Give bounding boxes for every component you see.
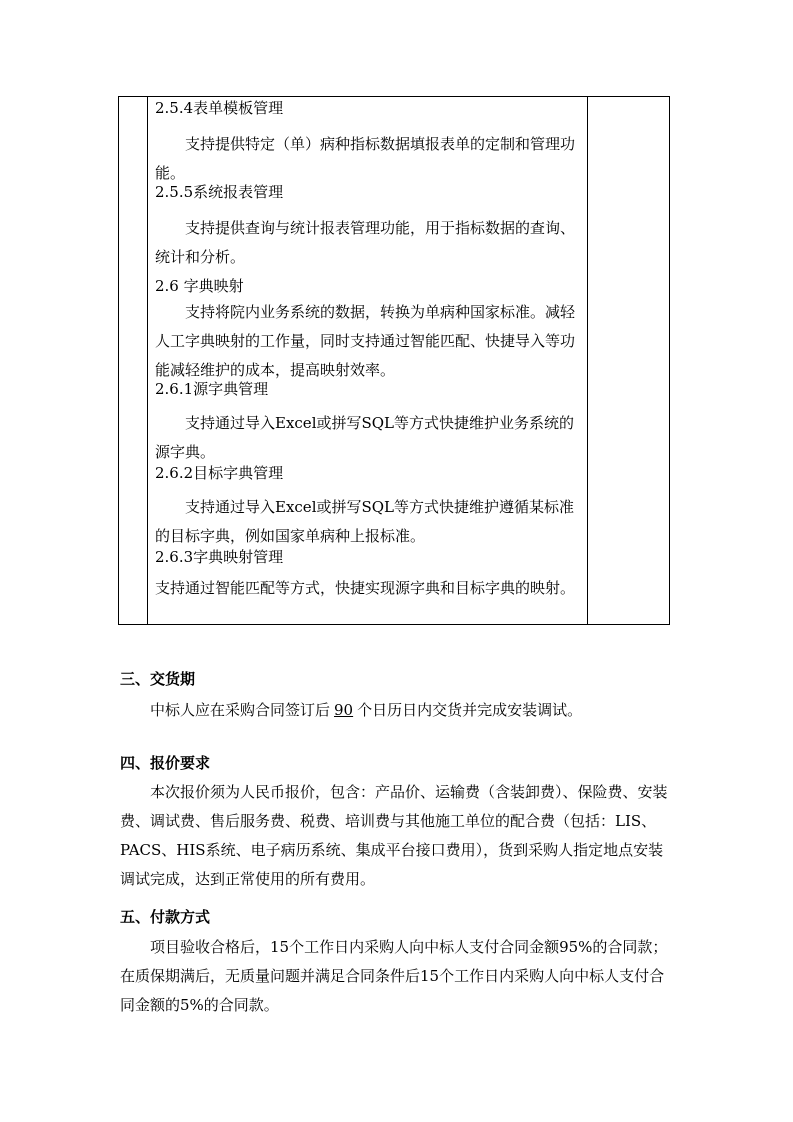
section-2-6-1-title: 2.6.1源字典管理 (155, 380, 269, 398)
section-2-6-2-text: 支持通过导入Excel或拼写SQL等方式快捷维护遵循某标准的目标字典，例如国家单病种上报标准。 (155, 498, 575, 545)
delivery-text (120, 696, 672, 725)
delivery-text-after: 个日历日内交货并完成安装调试。 (357, 701, 583, 719)
section-2-5-4-text: 支持提供特定（单）病种指标数据填报表单的定制和管理功能。 (155, 135, 576, 182)
payment-heading: 五、付款方式 (120, 908, 211, 926)
table-column-divider (587, 97, 588, 624)
section-2-6-title: 2.6 字典映射 (155, 277, 244, 295)
section-2-6-text: 支持将院内业务系统的数据，转换为单病种国家标准。减轻人工字典映射的工作量，同时支持通过智能匹配、快捷导入等功能减轻维护的成本，提高映射效率。 (155, 303, 576, 379)
section-2-6-3-text: 支持通过智能匹配等方式，快捷实现源字典和目标字典的映射。 (155, 579, 576, 597)
section-2-6-1-text: 支持通过导入Excel或拼写SQL等方式快捷维护业务系统的源字典。 (155, 414, 575, 461)
delivery-days: 90 (334, 701, 354, 719)
section-2-5-5-title: 2.5.5系统报表管理 (155, 183, 284, 201)
delivery-heading: 三、交货期 (120, 670, 196, 688)
quote-heading: 四、报价要求 (120, 754, 211, 772)
payment-text: 项目验收合格后，15个工作日内采购人向中标人支付合同金额95%的合同款；在质保期满后，无质量问题并满足合同条件后15个工作日内采购人向中标人支付合同金额的5%的合同款。 (120, 938, 668, 1014)
delivery-text-before: 中标人应在采购合同签订后 (150, 701, 331, 719)
quote-text: 本次报价须为人民币报价，包含：产品价、运输费（含装卸费）、保险费、安装费、调试费、售后服务费、税费、培训费与其他施工单位的配合费（包括：LIS、PACS、HIS系统、电子病历系统、集成平台接口费用），货到采购人指定地点安装调试完成，达到正常使用的所有费用。 (120, 783, 668, 888)
section-2-5-4-title: 2.5.4表单模板管理 (155, 99, 284, 117)
section-2-5-5-text: 支持提供查询与统计报表管理功能，用于指标数据的查询、统计和分析。 (155, 219, 576, 266)
table-column-divider (147, 97, 148, 624)
requirements-table (118, 96, 670, 625)
section-2-6-3-title: 2.6.3字典映射管理 (155, 548, 284, 566)
section-2-6-2-title: 2.6.2目标字典管理 (155, 464, 284, 482)
